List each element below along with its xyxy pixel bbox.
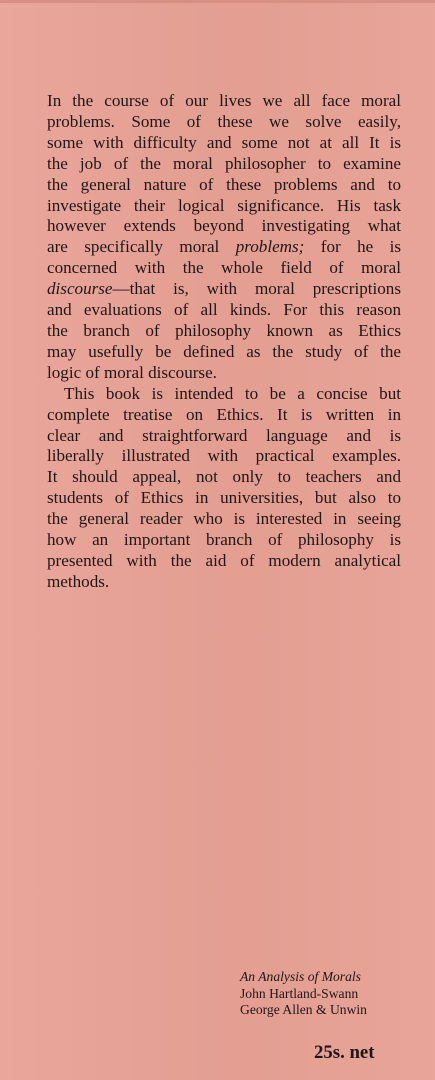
text-line: presented with the aid of modern analytical [47, 550, 401, 570]
price-label: 25s. net [314, 1042, 375, 1063]
book-title: An Analysis of Morals [240, 969, 361, 984]
text-line: complete treatise on Ethics. It is written in [47, 404, 401, 424]
text-line: and evaluations of all kinds. For this reason [47, 300, 401, 320]
blurb-text [47, 91, 401, 593]
text-line: however extends beyond investigating what [47, 216, 401, 236]
text-line [47, 237, 401, 258]
text-line: how an important branch of philosophy is [47, 530, 401, 550]
text-line: may usefully be defined as the study of the [47, 341, 401, 361]
text-line: the general reader who is interested in seeing [47, 509, 401, 529]
top-edge [0, 0, 435, 3]
text-line: logic of moral discourse. [47, 362, 217, 382]
text-line: investigate their logical significance. His task [47, 195, 401, 215]
text-line: It should appeal, not only to teachers and [47, 467, 401, 487]
book-author: John Hartland-Swann [240, 985, 359, 1001]
text-line: the job of the moral philosopher to examine [47, 153, 401, 173]
text-line: problems. Some of these we solve easily, [47, 111, 401, 131]
text-line: students of Ethics in universities, but also to [47, 488, 401, 508]
emphasis-discourse: discourse [47, 279, 113, 299]
text-line: This book is intended to be a concise but [64, 383, 401, 403]
paragraph-1 [47, 91, 401, 384]
text-line: some with difficulty and some not at all It is [47, 132, 401, 152]
book-publisher: George Allen & Unwin [240, 1002, 367, 1018]
text-line: methods. [47, 571, 110, 591]
paragraph-2 [47, 384, 401, 593]
book-credit-block [240, 969, 410, 1019]
text-line: the general nature of these problems and to [47, 174, 401, 194]
text-line: clear and straightforward language and is [47, 425, 401, 445]
text-line: liberally illustrated with practical examples. [47, 446, 401, 466]
text-line: In the course of our lives we all face moral [47, 91, 401, 110]
text-fragment: are specifically moral [47, 237, 236, 257]
text-line [47, 279, 401, 300]
text-line: the branch of philosophy known as Ethics [47, 320, 401, 340]
text-fragment: for he is [304, 237, 401, 257]
text-fragment: —that is, with moral prescriptions [112, 279, 401, 299]
emphasis-problems: problems; [235, 237, 305, 257]
text-line: concerned with the whole field of moral [47, 258, 401, 278]
